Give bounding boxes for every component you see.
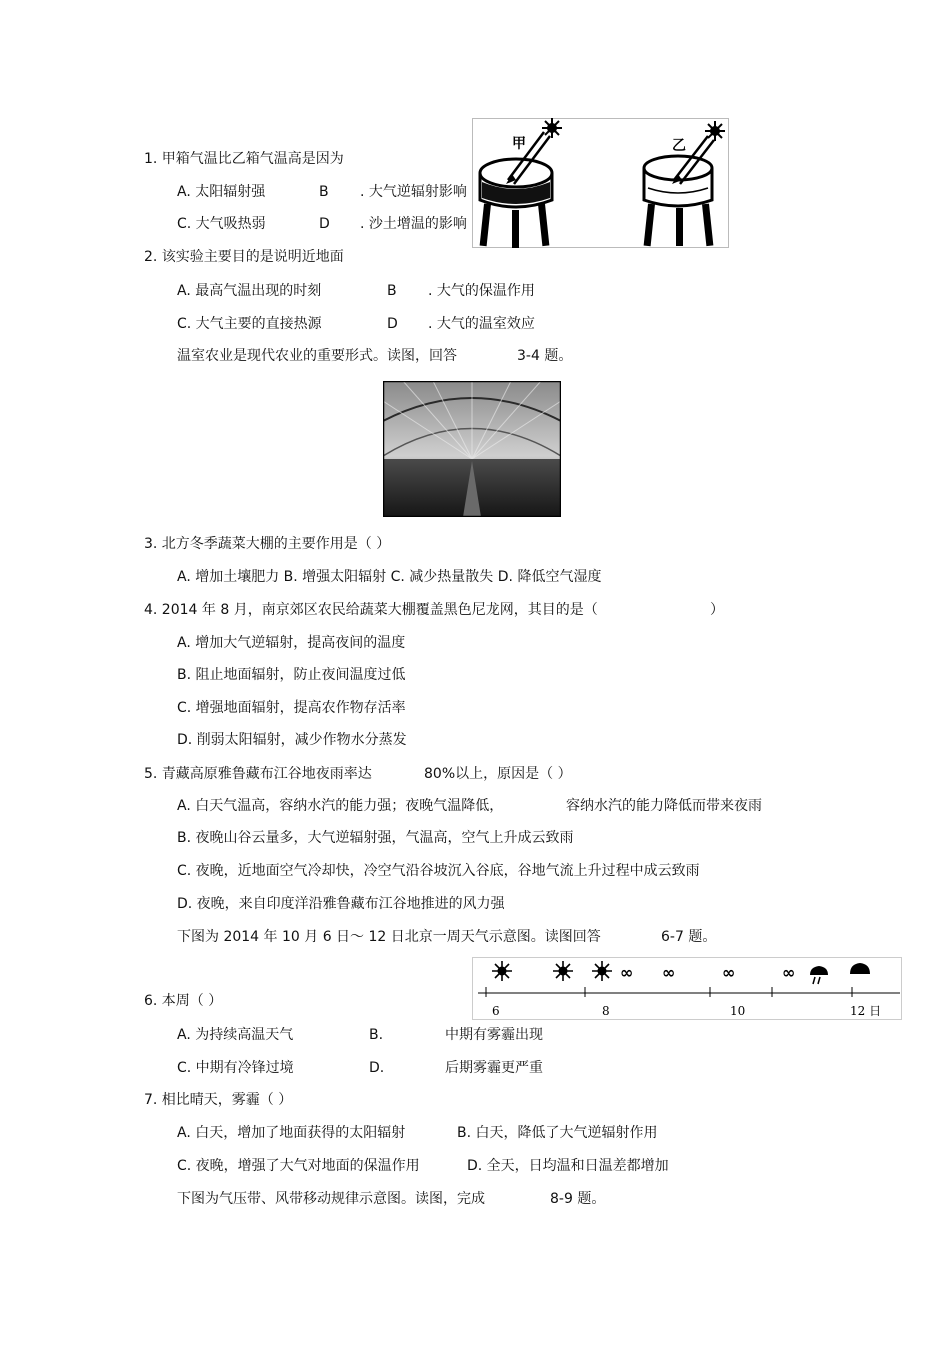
q4-stem: 4. 2014 年 8 月，南京郊区农民给蔬菜大棚覆盖黑色尼龙网，其目的是（ <box>144 602 598 618</box>
label-yi: 乙 <box>672 138 686 154</box>
q1-option-d-text: . 沙土增温的影响 <box>360 216 467 232</box>
sun-icon <box>492 961 512 981</box>
sun-icon <box>592 961 612 981</box>
q5-option-b: B. 夜晚山谷云量多，大气逆辐射强，气温高，空气上升成云致雨 <box>177 830 574 846</box>
weekly-weather-figure <box>472 957 902 1020</box>
q1-option-b-text: . 大气逆辐射影响 <box>360 184 467 200</box>
sun-icon <box>553 961 573 981</box>
q2-option-a: A. 最高气温出现的时刻 <box>177 283 322 299</box>
q3-options: A. 增加土壤肥力 B. 增强太阳辐射 C. 减少热量散失 D. 降低空气湿度 <box>177 569 602 585</box>
intro-6-7-num: 6-7 题。 <box>661 929 717 945</box>
q2-option-b-text: . 大气的保温作用 <box>428 283 535 299</box>
intro-6-7: 下图为 2014 年 10 月 6 日～ 12 日北京一周天气示意图。读图回答 <box>177 929 601 945</box>
q7-option-a: A. 白天，增加了地面获得的太阳辐射 <box>177 1125 406 1141</box>
haze-icon: ∞ <box>662 963 676 982</box>
q5-option-d: D. 夜晚，来自印度洋沿雅鲁藏布江谷地推进的风力强 <box>177 896 505 912</box>
q6-option-c: C. 中期有冷锋过境 <box>177 1060 294 1076</box>
q1-option-d-letter: D <box>319 216 330 232</box>
q1-option-a: A. 太阳辐射强 <box>177 184 266 200</box>
label-jia: 甲 <box>512 136 526 152</box>
q4-option-a: A. 增加大气逆辐射，提高夜间的温度 <box>177 635 406 651</box>
box-jia <box>480 118 562 248</box>
q1-option-c: C. 大气吸热弱 <box>177 216 266 232</box>
q6-option-b-text: 中期有雾霾出现 <box>445 1027 543 1043</box>
q6-option-d-text: 后期雾霾更严重 <box>445 1060 543 1076</box>
box-yi <box>644 121 725 246</box>
q4-option-c: C. 增强地面辐射，提高农作物存活率 <box>177 700 406 716</box>
intro-3-4-num: 3-4 题。 <box>517 348 573 364</box>
tick-label: 10 <box>730 1004 746 1018</box>
greenhouse-photo <box>383 381 561 517</box>
q7-option-b: B. 白天，降低了大气逆辐射作用 <box>457 1125 658 1141</box>
q5-stem: 5. 青藏高原雅鲁藏布江谷地夜雨率达 <box>144 766 372 782</box>
q2-option-d-text: . 大气的温室效应 <box>428 316 535 332</box>
q7-option-d: D. 全天，日均温和日温差都增加 <box>467 1158 669 1174</box>
q4-paren-close: ） <box>710 602 724 618</box>
q6-option-b-letter: B. <box>369 1027 384 1043</box>
q5-option-a-part1: A. 白天气温高，容纳水汽的能力强；夜晚气温降低， <box>177 798 504 814</box>
tick-label: 12 日 <box>850 1004 882 1018</box>
haze-icon: ∞ <box>620 963 634 982</box>
q3-stem: 3. 北方冬季蔬菜大棚的主要作用是（ ） <box>144 536 391 552</box>
q1-stem: 1. 甲箱气温比乙箱气温高是因为 <box>144 151 344 167</box>
intro-8-9: 下图为气压带、风带移动规律示意图。读图，完成 <box>177 1191 485 1207</box>
q2-option-b-letter: B <box>387 283 397 299</box>
haze-icon: ∞ <box>722 963 736 982</box>
haze-icon: ∞ <box>782 963 796 982</box>
q6-option-a: A. 为持续高温天气 <box>177 1027 294 1043</box>
experiment-boxes-figure <box>472 118 729 248</box>
q7-option-c: C. 夜晚，增强了大气对地面的保温作用 <box>177 1158 420 1174</box>
q5-option-c: C. 夜晚，近地面空气冷却快，冷空气沿谷坡沉入谷底，谷地气流上升过程中成云致雨 <box>177 863 700 879</box>
q2-option-c: C. 大气主要的直接热源 <box>177 316 322 332</box>
q4-option-d: D. 削弱太阳辐射，减少作物水分蒸发 <box>177 732 407 748</box>
q2-stem: 2. 该实验主要目的是说明近地面 <box>144 249 344 265</box>
q1-option-b-letter: B <box>319 184 329 200</box>
q5-stem-cont: 80%以上，原因是（ ） <box>424 766 572 782</box>
q4-option-b: B. 阻止地面辐射，防止夜间温度过低 <box>177 667 406 683</box>
q2-option-d-letter: D <box>387 316 398 332</box>
q6-stem: 6. 本周（ ） <box>144 993 223 1009</box>
q7-stem: 7. 相比晴天，雾霾（ ） <box>144 1092 293 1108</box>
intro-3-4: 温室农业是现代农业的重要形式。读图，回答 <box>177 348 457 364</box>
tick-label: 6 <box>492 1004 500 1018</box>
tick-label: 8 <box>602 1004 610 1018</box>
q6-option-d-letter: D. <box>369 1060 385 1076</box>
q5-option-a-part2: 容纳水汽的能力降低而带来夜雨 <box>566 798 762 814</box>
intro-8-9-num: 8-9 题。 <box>550 1191 606 1207</box>
